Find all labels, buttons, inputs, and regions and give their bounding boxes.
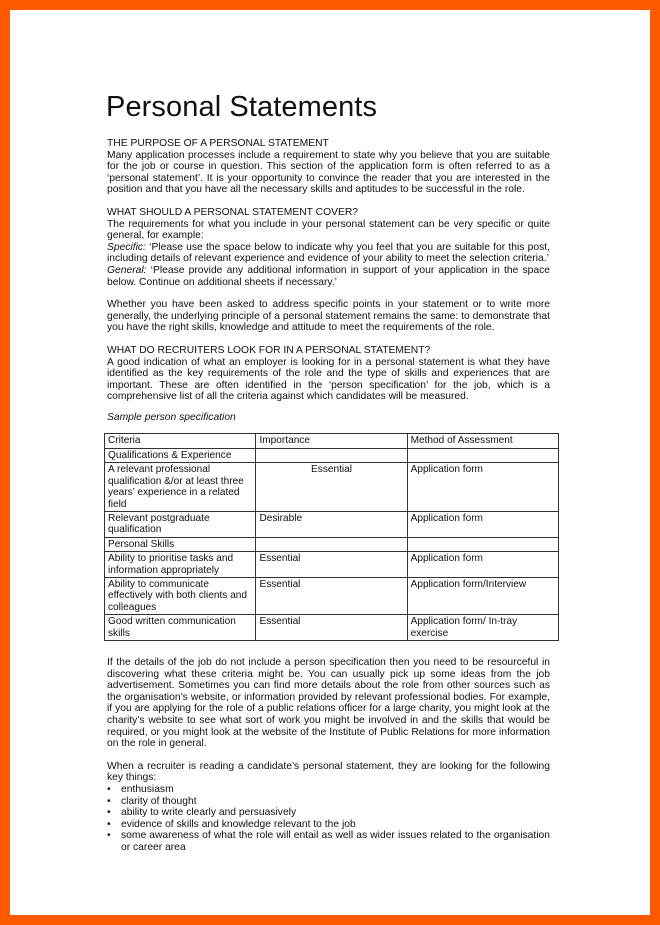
table-cell: Essential <box>256 552 407 578</box>
table-cell <box>407 537 558 551</box>
list-item: • evidence of skills and knowledge relevant to the job <box>107 818 356 830</box>
header-importance: Importance <box>256 434 407 448</box>
section-heading: WHAT SHOULD A PERSONAL STATEMENT COVER? <box>107 206 358 218</box>
list-item: • some awareness of what the role will entail as well as wider issues related to the organisation or career area <box>107 830 550 853</box>
bullet-icon: • <box>107 795 111 807</box>
bullet-icon: • <box>107 807 111 819</box>
section-text: A good indication of what an employer is looking for in a personal statement is what they have identified as the key requirements of the role and the type of skills and experiences that are important. These are often identified in the ‘person specification’ for the job, which is a comprehensive list of all the criteria against which candidates will be measured. <box>107 356 550 403</box>
table-cell: Desirable <box>256 511 407 537</box>
list-item: • enthusiasm <box>107 783 174 795</box>
header-method: Method of Assessment <box>407 434 558 448</box>
table-cell: Good written communication skills <box>105 615 256 641</box>
table-cell <box>256 448 407 462</box>
table-cell: Personal Skills <box>105 537 256 551</box>
table-caption: Sample person specification <box>107 411 236 423</box>
list-item: • clarity of thought <box>107 795 197 807</box>
section-text: If the details of the job do not include a person specification then you need to be resourceful in discovering what these criteria might be. You can usually pick up some ideas from the job advertisement. Sometimes you can find more details about the role from other sources such as the organisation’s website, or information provided by relevant professional bodies. For example, if you are applying for the role of a public relations officer for a large charity, you might look at the charity’s website to see what sort of work you might be involved in and the skills that would be required, or you might look at the website of the Institute of Public Relations for more information on the role in general. <box>107 656 550 750</box>
person-specification-table <box>104 433 559 641</box>
list-item: • ability to write clearly and persuasively <box>107 807 297 819</box>
table-cell: A relevant professional qualification &/or at least three years’ experience in a related field <box>105 463 256 512</box>
general-label: General: <box>107 264 147 276</box>
general-example <box>107 265 550 288</box>
table-row <box>105 448 559 462</box>
specific-example <box>107 242 550 265</box>
table-row <box>105 537 559 551</box>
section-cover-summary <box>107 299 550 334</box>
table-row <box>105 615 559 641</box>
section-resourceful <box>107 657 550 750</box>
section-heading: WHAT DO RECRUITERS LOOK FOR IN A PERSONAL STATEMENT? <box>107 344 431 356</box>
page-title: Personal Statements <box>106 91 378 123</box>
specific-label: Specific: <box>107 241 146 253</box>
table-row <box>105 463 559 512</box>
table-cell: Ability to communicate effectively with both clients and colleagues <box>105 577 256 614</box>
table-cell: Application form <box>407 552 558 578</box>
bullet-icon: • <box>107 830 111 842</box>
header-criteria: Criteria <box>105 434 256 448</box>
table-cell: Essential <box>256 463 407 512</box>
table-header-row <box>105 434 559 448</box>
list-intro: When a recruiter is reading a candidate’s personal statement, they are looking for the following key things: <box>107 760 550 784</box>
table-row <box>105 552 559 578</box>
section-heading: THE PURPOSE OF A PERSONAL STATEMENT <box>107 138 329 149</box>
section-text: Many application processes include a requirement to state why you believe that you are suitable for the job or course in question. This section of the application form is often referred to as a ‘personal statement’. It is your opportunity to convince the reader that you are interested in the position and that you have all the necessary skills and aptitudes to be successful in the role. <box>107 149 550 196</box>
table-cell: Application form <box>407 511 558 537</box>
key-things-list <box>107 784 550 854</box>
table-cell: Essential <box>256 615 407 641</box>
table-cell: Application form/Interview <box>407 577 558 614</box>
table-cell: Relevant postgraduate qualification <box>105 511 256 537</box>
general-text: ‘Please provide any additional information in support of your application in the space below. Continue on additional sheets if necessary.’ <box>107 264 550 288</box>
table-cell: Application form <box>407 463 558 512</box>
section-recruiters <box>107 345 550 403</box>
table-row <box>105 577 559 614</box>
table-cell: Ability to prioritise tasks and information appropriately <box>105 552 256 578</box>
table-cell: Qualifications & Experience <box>105 448 256 462</box>
section-cover <box>107 207 550 288</box>
specific-text: ‘Please use the space below to indicate why you feel that you are suitable for this post, including details of relevant experience and evidence of your ability to meet the selection criteria.’ <box>107 241 550 265</box>
table-cell: Essential <box>256 577 407 614</box>
table-cell <box>256 537 407 551</box>
section-purpose <box>107 138 550 196</box>
bullet-icon: • <box>107 783 111 795</box>
table-cell <box>407 448 558 462</box>
bullet-icon: • <box>107 818 111 830</box>
table-row <box>105 511 559 537</box>
section-key-things <box>107 761 550 854</box>
section-text: Whether you have been asked to address specific points in your statement or to write more generally, the underlying principle of a personal statement remains the same: to demonstrate that you have the right skills, knowledge and attitude to meet the requirements of the role. <box>107 299 550 334</box>
table-cell: Application form/ In-tray exercise <box>407 615 558 641</box>
section-text: The requirements for what you include in your personal statement can be very specific or quite general, for example: <box>107 218 550 242</box>
document-page <box>10 10 650 915</box>
